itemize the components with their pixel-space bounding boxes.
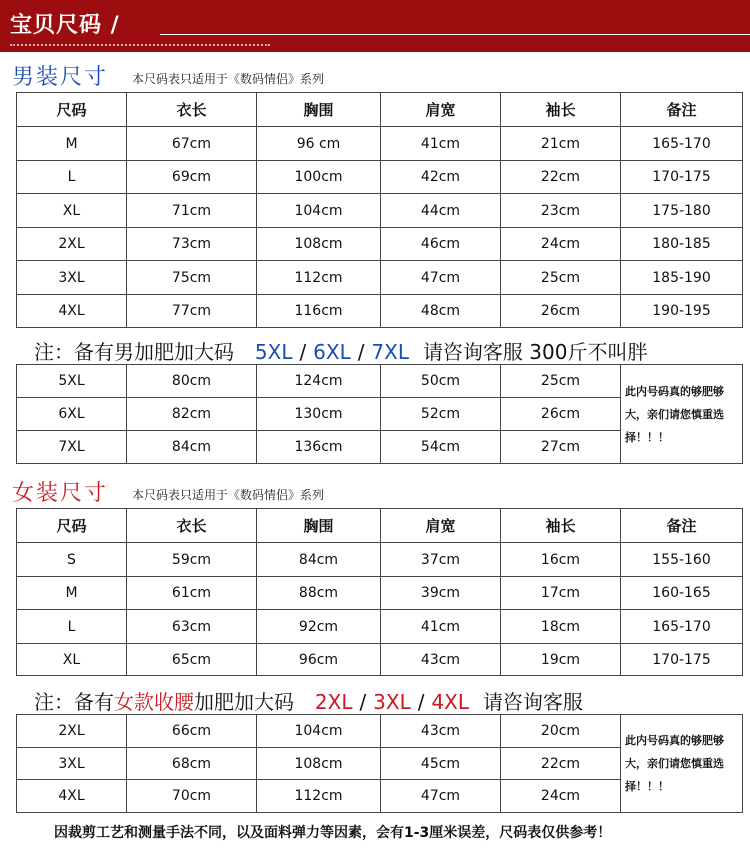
cell-size: XL: [17, 644, 127, 676]
women-plus-size-2xl: 2XL: [314, 690, 353, 714]
cell-shoulder: 39cm: [381, 577, 501, 610]
cell-sleeve: 19cm: [501, 644, 621, 676]
women-plus-size-3xl: 3XL: [373, 690, 411, 714]
cell-remark: 190-195: [621, 295, 743, 328]
cell-sleeve: 18cm: [501, 610, 621, 644]
table-row: [17, 194, 743, 228]
cell-sleeve: 25cm: [501, 365, 621, 398]
cell-length: 84cm: [127, 431, 257, 464]
table-row: [17, 715, 743, 748]
cell-shoulder: 46cm: [381, 228, 501, 261]
cell-remark: 170-175: [621, 161, 743, 194]
cell-shoulder: 41cm: [381, 610, 501, 644]
table-row: [17, 577, 743, 610]
cell-sleeve: 21cm: [501, 127, 621, 161]
footer-disclaimer: 因裁剪工艺和测量手法不同，以及面料弹力等因素，会有1-3厘米误差，尺码表仅供参考！: [54, 825, 612, 841]
women-plus-sep-2: /: [417, 690, 425, 714]
men-section-note: 本尺码表只适用于《数码情侣》系列: [132, 72, 325, 86]
cell-size: 5XL: [17, 365, 127, 398]
table-row: [17, 127, 743, 161]
cell-shoulder: 48cm: [381, 295, 501, 328]
cell-length: 75cm: [127, 261, 257, 295]
cell-chest: 96cm: [257, 644, 381, 676]
header-chest: 胸围: [257, 509, 381, 543]
men-table-header: [17, 93, 743, 127]
cell-length: 77cm: [127, 295, 257, 328]
cell-length: 73cm: [127, 228, 257, 261]
cell-sleeve: 26cm: [501, 295, 621, 328]
cell-length: 68cm: [127, 748, 257, 780]
cell-shoulder: 43cm: [381, 644, 501, 676]
cell-chest: 112cm: [257, 780, 381, 813]
cell-length: 59cm: [127, 543, 257, 577]
cell-chest: 124cm: [257, 365, 381, 398]
cell-sleeve: 20cm: [501, 715, 621, 748]
banner-dots: [10, 44, 270, 46]
cell-length: 61cm: [127, 577, 257, 610]
table-row: [17, 610, 743, 644]
cell-length: 66cm: [127, 715, 257, 748]
cell-remark: 165-170: [621, 127, 743, 161]
cell-shoulder: 50cm: [381, 365, 501, 398]
cell-chest: 130cm: [257, 398, 381, 431]
cell-chest: 92cm: [257, 610, 381, 644]
men-plus-size-7xl: 7XL: [371, 340, 409, 364]
cell-size: M: [17, 577, 127, 610]
cell-sleeve: 24cm: [501, 780, 621, 813]
header-remark: 备注: [621, 509, 743, 543]
cell-sleeve: 27cm: [501, 431, 621, 464]
men-size-table: [16, 92, 743, 328]
women-section-note: 本尺码表只适用于《数码情侣》系列: [132, 488, 325, 502]
men-plus-sep-2: /: [357, 340, 365, 364]
cell-chest: 104cm: [257, 715, 381, 748]
cell-shoulder: 47cm: [381, 780, 501, 813]
cell-chest: 112cm: [257, 261, 381, 295]
men-plus-table: [16, 364, 743, 464]
cell-chest: 104cm: [257, 194, 381, 228]
table-row: [17, 228, 743, 261]
cell-size: 6XL: [17, 398, 127, 431]
cell-size: 4XL: [17, 780, 127, 813]
cell-remark: 170-175: [621, 644, 743, 676]
cell-shoulder: 47cm: [381, 261, 501, 295]
cell-shoulder: 45cm: [381, 748, 501, 780]
women-plus-note: [34, 686, 583, 715]
cell-chest: 88cm: [257, 577, 381, 610]
men-plus-remark: 此内号码真的够肥够大，亲们请您慎重选择！！！: [621, 365, 743, 464]
cell-chest: 96 cm: [257, 127, 381, 161]
cell-chest: 108cm: [257, 748, 381, 780]
cell-shoulder: 41cm: [381, 127, 501, 161]
cell-length: 67cm: [127, 127, 257, 161]
cell-sleeve: 17cm: [501, 577, 621, 610]
table-row: [17, 261, 743, 295]
cell-length: 80cm: [127, 365, 257, 398]
women-plus-note-highlight: 女款收腰: [114, 690, 194, 714]
cell-length: 63cm: [127, 610, 257, 644]
cell-remark: 165-170: [621, 610, 743, 644]
cell-chest: 84cm: [257, 543, 381, 577]
cell-size: 3XL: [17, 261, 127, 295]
women-plus-size-4xl: 4XL: [431, 690, 469, 714]
table-row: [17, 295, 743, 328]
cell-chest: 100cm: [257, 161, 381, 194]
cell-chest: 108cm: [257, 228, 381, 261]
cell-chest: 116cm: [257, 295, 381, 328]
cell-sleeve: 24cm: [501, 228, 621, 261]
cell-sleeve: 26cm: [501, 398, 621, 431]
table-row: [17, 543, 743, 577]
header-shoulder: 肩宽: [381, 509, 501, 543]
cell-length: 65cm: [127, 644, 257, 676]
cell-sleeve: 16cm: [501, 543, 621, 577]
cell-sleeve: 23cm: [501, 194, 621, 228]
cell-length: 82cm: [127, 398, 257, 431]
cell-length: 69cm: [127, 161, 257, 194]
men-section-title: 男装尺寸: [12, 65, 109, 90]
header-chest: 胸围: [257, 93, 381, 127]
women-section-title: 女装尺寸: [12, 481, 109, 506]
banner-title: 宝贝尺码 /: [10, 13, 120, 38]
cell-chest: 136cm: [257, 431, 381, 464]
header-sleeve: 袖长: [501, 93, 621, 127]
header-size: 尺码: [17, 509, 127, 543]
women-table-header: [17, 509, 743, 543]
cell-sleeve: 22cm: [501, 161, 621, 194]
cell-remark: 160-165: [621, 577, 743, 610]
cell-length: 70cm: [127, 780, 257, 813]
cell-shoulder: 52cm: [381, 398, 501, 431]
cell-remark: 185-190: [621, 261, 743, 295]
women-plus-remark: 此内号码真的够肥够大，亲们请您慎重选择！！！: [621, 715, 743, 813]
banner-divider: [160, 34, 750, 35]
cell-remark: 155-160: [621, 543, 743, 577]
header-length: 衣长: [127, 93, 257, 127]
women-plus-sep-1: /: [359, 690, 367, 714]
cell-size: L: [17, 610, 127, 644]
header-remark: 备注: [621, 93, 743, 127]
cell-size: M: [17, 127, 127, 161]
cell-size: XL: [17, 194, 127, 228]
men-plus-size-5xl: 5XL: [254, 340, 293, 364]
table-row: [17, 365, 743, 398]
cell-shoulder: 37cm: [381, 543, 501, 577]
men-plus-note-suffix: 请咨询客服 300斤不叫胖: [422, 340, 648, 364]
table-row: [17, 644, 743, 676]
header-shoulder: 肩宽: [381, 93, 501, 127]
header-size: 尺码: [17, 93, 127, 127]
men-plus-sep-1: /: [299, 340, 307, 364]
women-plus-note-mid: 加肥加大码: [194, 690, 294, 714]
cell-size: L: [17, 161, 127, 194]
cell-size: 7XL: [17, 431, 127, 464]
cell-size: 2XL: [17, 228, 127, 261]
cell-size: S: [17, 543, 127, 577]
header-sleeve: 袖长: [501, 509, 621, 543]
cell-shoulder: 42cm: [381, 161, 501, 194]
cell-size: 4XL: [17, 295, 127, 328]
cell-remark: 175-180: [621, 194, 743, 228]
cell-shoulder: 54cm: [381, 431, 501, 464]
cell-shoulder: 44cm: [381, 194, 501, 228]
women-plus-note-suffix: 请咨询客服: [482, 690, 583, 714]
men-plus-note: [34, 336, 647, 365]
men-plus-note-prefix: 注：备有男加肥加大码: [34, 340, 234, 364]
women-plus-note-prefix: 注：备有: [34, 690, 114, 714]
women-size-table: [16, 508, 743, 676]
women-plus-table: [16, 714, 743, 813]
men-plus-size-6xl: 6XL: [313, 340, 351, 364]
cell-shoulder: 43cm: [381, 715, 501, 748]
table-row: [17, 161, 743, 194]
cell-length: 71cm: [127, 194, 257, 228]
cell-remark: 180-185: [621, 228, 743, 261]
header-banner: [0, 0, 750, 52]
cell-size: 2XL: [17, 715, 127, 748]
cell-sleeve: 25cm: [501, 261, 621, 295]
header-length: 衣长: [127, 509, 257, 543]
cell-size: 3XL: [17, 748, 127, 780]
cell-sleeve: 22cm: [501, 748, 621, 780]
